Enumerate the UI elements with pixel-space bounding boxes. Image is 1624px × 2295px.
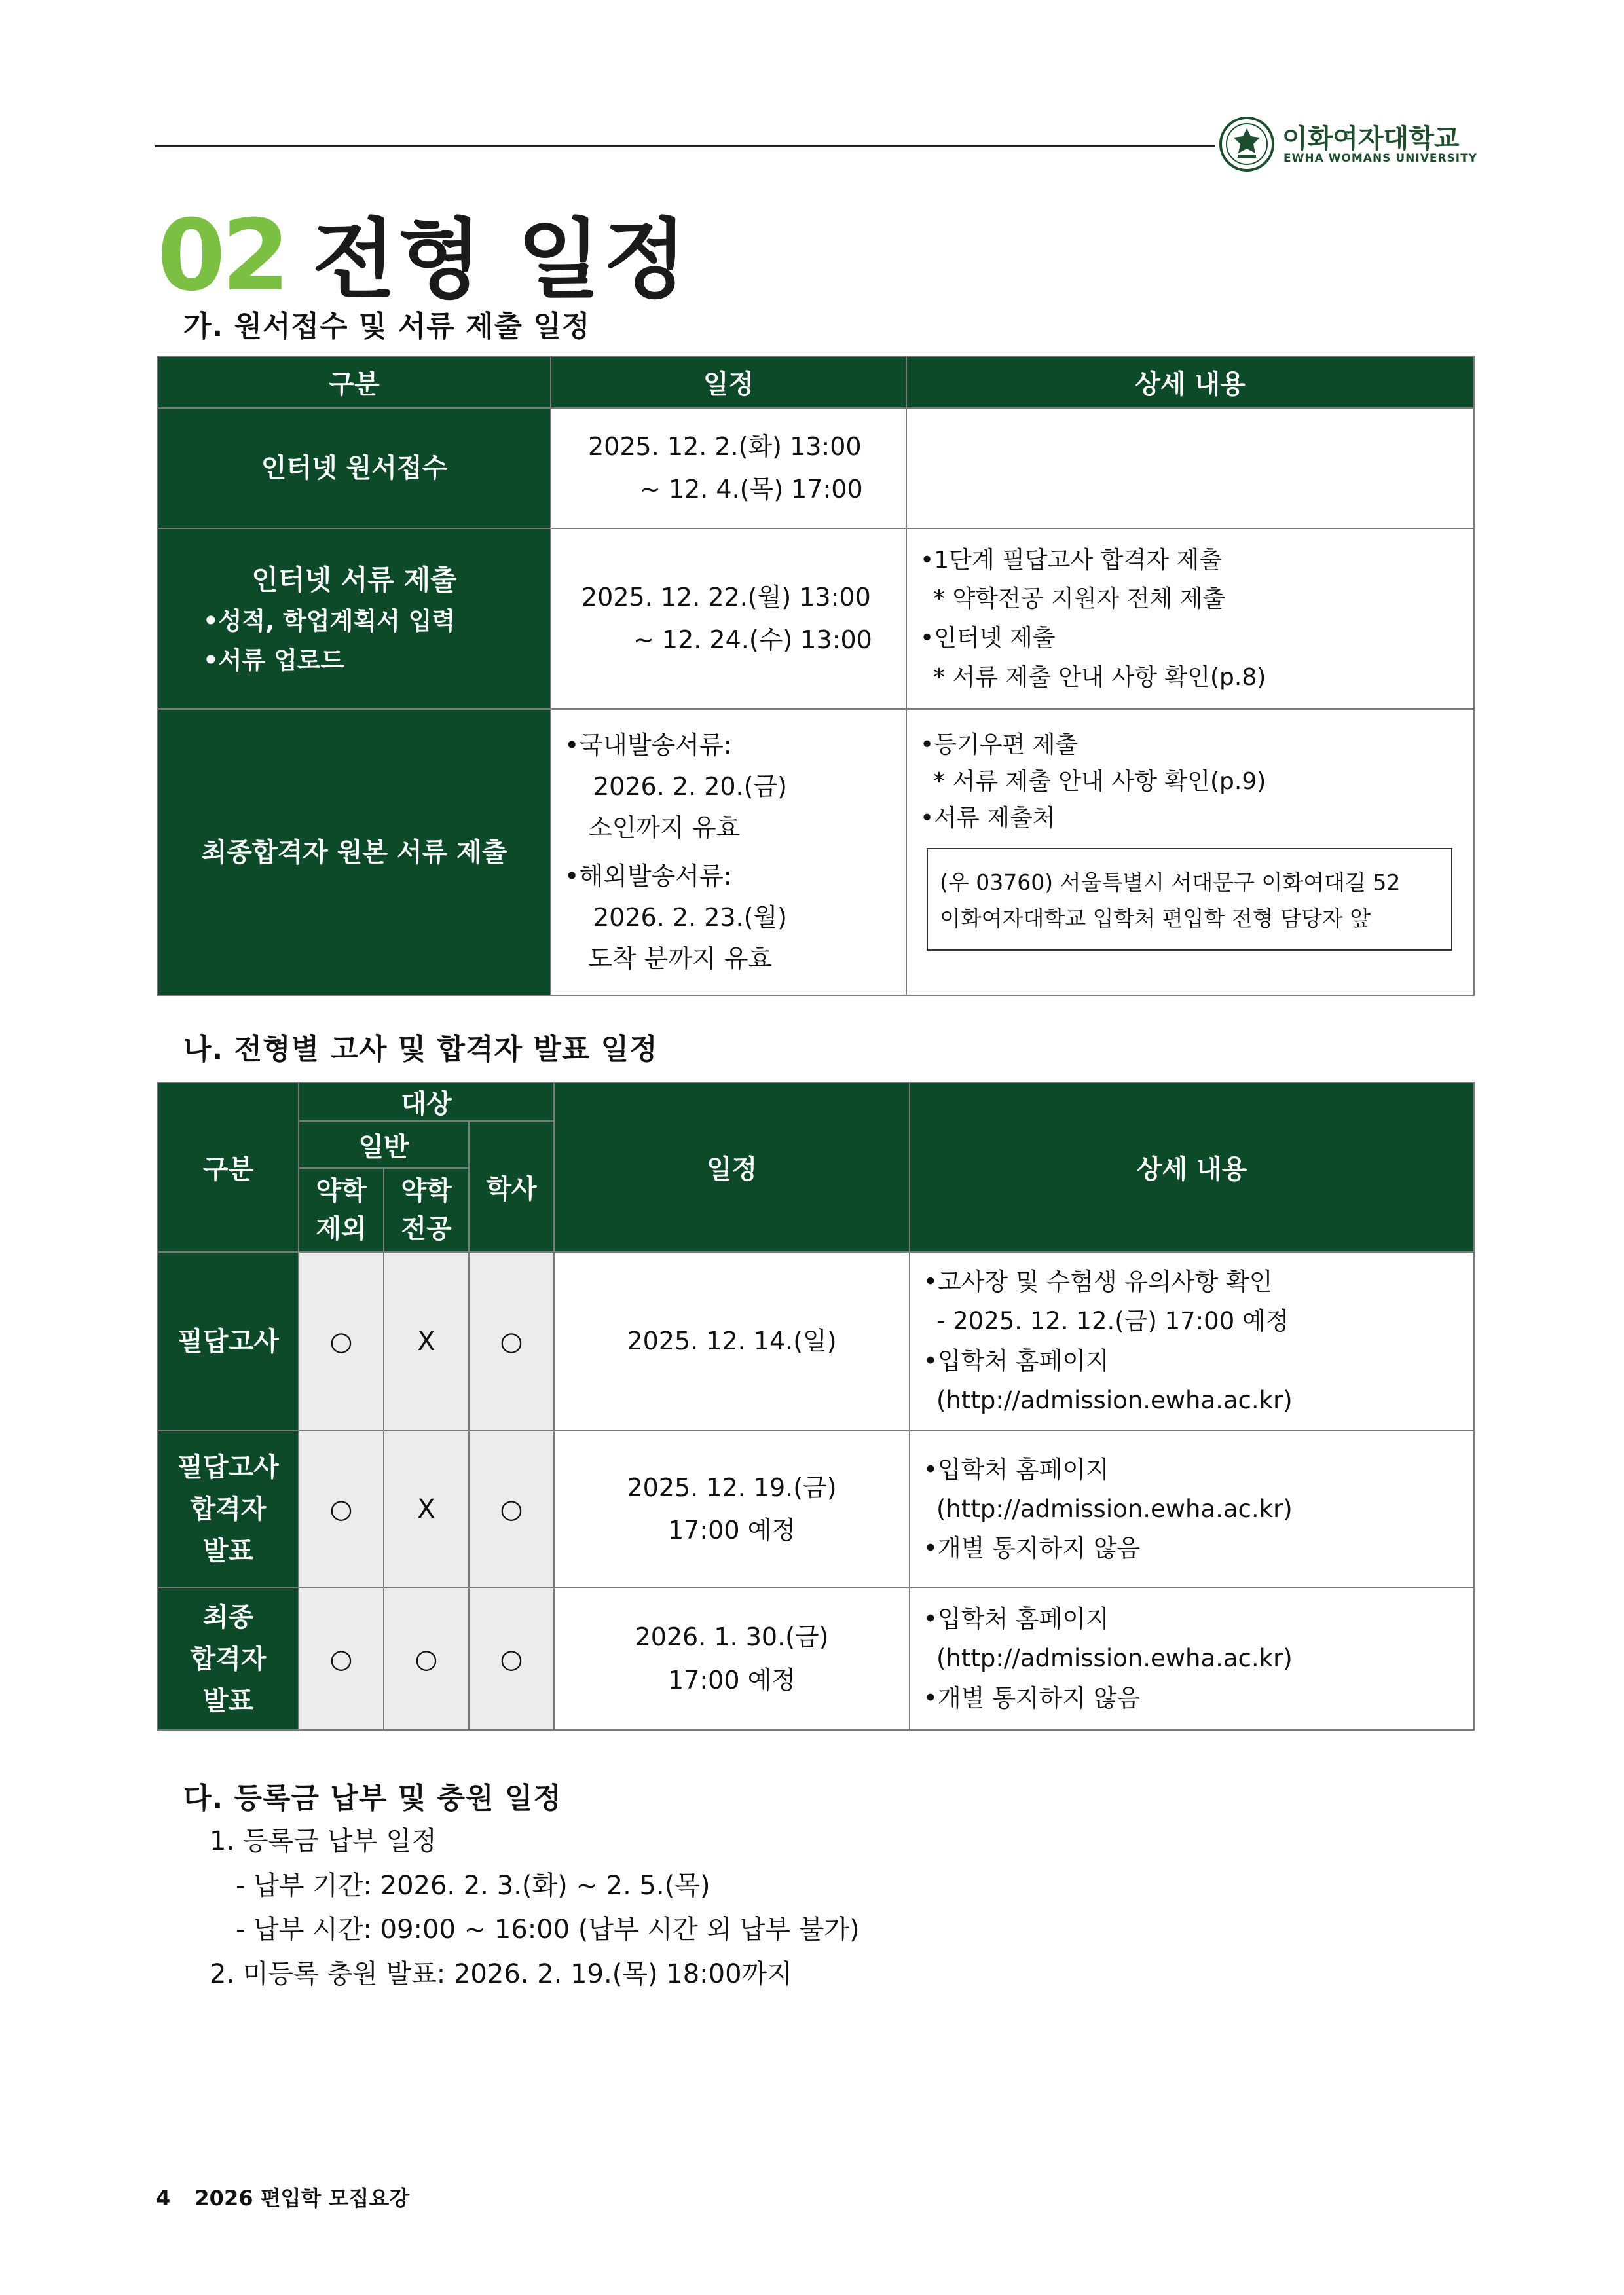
detail-line: (http://admission.ewha.ac.kr) [936, 1386, 1293, 1414]
row-sub-item: •성적, 학업계획서 입력 [203, 607, 456, 636]
mark-cell: ○ [469, 1252, 554, 1431]
details-cell [910, 1431, 1474, 1588]
schedule-line: 2025. 12. 19.(금) [627, 1473, 837, 1502]
detail-line: * 서류 제출 안내 사항 확인(p.9) [933, 767, 1266, 795]
table-header-row [158, 1082, 1474, 1121]
table-row [158, 709, 1474, 995]
part-a-heading: 가. 원서접수 및 서류 제출 일정 [183, 310, 591, 343]
address-line: 이화여자대학교 입학처 편입학 전형 담당자 앞 [940, 905, 1371, 931]
section-number: 02 [157, 199, 286, 313]
col-header-pharm-excluded: 약학 제외 [299, 1168, 384, 1252]
schedule-cell [551, 528, 906, 709]
mark-cell: ○ [299, 1252, 384, 1431]
table-row [158, 1252, 1474, 1431]
university-seal-icon [1219, 117, 1274, 172]
page-footer [156, 2182, 409, 2212]
row-label: 인터넷 서류 제출 [251, 564, 457, 597]
mark-cell: ○ [384, 1588, 469, 1730]
address-line: (우 03760) 서울특별시 서대문구 이화여대길 52 [940, 870, 1401, 896]
col-header-target: 대상 [299, 1082, 554, 1121]
detail-line: •서류 제출처 [920, 804, 1056, 832]
table-row [158, 1588, 1474, 1730]
schedule-line: 2026. 2. 20.(금) [593, 772, 787, 801]
schedule-cell [551, 709, 906, 995]
table-header-row [158, 356, 1474, 408]
page-number: 4 [156, 2186, 171, 2211]
row-label: 최종합격자 원본 서류 제출 [158, 709, 551, 995]
address-box [927, 848, 1452, 951]
text-line: 1. 등록금 납부 일정 [210, 1826, 437, 1856]
section-title-text: 전형 일정 [312, 210, 690, 310]
schedule-line: ~ 12. 4.(목) 17:00 [640, 475, 863, 504]
detail-line: (http://admission.ewha.ac.kr) [936, 1494, 1293, 1523]
col-header-schedule: 일정 [551, 356, 906, 408]
university-logo [1219, 117, 1478, 173]
details-cell [910, 1588, 1474, 1730]
detail-line: * 서류 제출 안내 사항 확인(p.8) [933, 663, 1266, 691]
schedule-line: 2025. 12. 22.(월) 13:00 [581, 582, 871, 612]
schedule-line: 2026. 1. 30.(금) [635, 1623, 829, 1652]
detail-line: * 약학전공 지원자 전체 제출 [933, 585, 1226, 613]
schedule-line: 2025. 12. 14.(일) [627, 1326, 837, 1355]
part-b-table [157, 1082, 1475, 1731]
schedule-line: •국내발송서류: [564, 731, 732, 760]
detail-line: •입학처 홈페이지 [923, 1605, 1109, 1634]
detail-line: - 2025. 12. 12.(금) 17:00 예정 [936, 1307, 1289, 1336]
schedule-line: 도착 분까지 유효 [588, 944, 773, 973]
schedule-cell [554, 1588, 910, 1730]
schedule-line: 17:00 예정 [668, 1516, 796, 1545]
detail-line: •고사장 및 수험생 유의사항 확인 [923, 1267, 1273, 1296]
table-row [158, 408, 1474, 528]
schedule-line: 2026. 2. 23.(월) [593, 902, 787, 932]
schedule-cell [554, 1431, 910, 1588]
col-header-pharm-major: 약학 전공 [384, 1168, 469, 1252]
schedule-line: 17:00 예정 [668, 1665, 796, 1695]
row-label-cell [158, 528, 551, 709]
part-a-table [157, 356, 1475, 996]
mark-cell: ○ [299, 1431, 384, 1588]
mark-cell: X [384, 1252, 469, 1431]
col-header-details: 상세 내용 [910, 1082, 1474, 1252]
document-title: 2026 편입학 모집요강 [194, 2186, 410, 2211]
detail-line: •개별 통지하지 않음 [923, 1683, 1141, 1712]
col-header-details: 상세 내용 [906, 356, 1474, 408]
schedule-line: ~ 12. 24.(수) 13:00 [633, 625, 872, 654]
detail-line: •개별 통지하지 않음 [923, 1534, 1141, 1563]
detail-line: •인터넷 제출 [920, 625, 1056, 652]
detail-line: •1단계 필답고사 합격자 제출 [920, 546, 1223, 574]
section-title [157, 190, 690, 313]
details-cell [910, 1252, 1474, 1431]
mark-cell: X [384, 1431, 469, 1588]
detail-line: (http://admission.ewha.ac.kr) [936, 1644, 1293, 1673]
row-label: 필답고사 합격자 발표 [158, 1431, 299, 1588]
header-rule [155, 145, 1215, 147]
part-c-heading: 다. 등록금 납부 및 충원 일정 [183, 1782, 562, 1815]
schedule-line: 2025. 12. 2.(화) 13:00 [588, 431, 862, 461]
logo-subtitle: EWHA WOMANS UNIVERSITY [1283, 152, 1478, 165]
mark-cell: ○ [299, 1588, 384, 1730]
text-line: 2. 미등록 충원 발표: 2026. 2. 19.(목) 18:00까지 [210, 1959, 792, 1989]
schedule-cell [554, 1252, 910, 1431]
col-header-bachelor: 학사 [469, 1121, 554, 1252]
col-header-category: 구분 [158, 356, 551, 408]
row-label: 최종 합격자 발표 [158, 1588, 299, 1730]
row-label: 필답고사 [158, 1252, 299, 1431]
schedule-line: 소인까지 유효 [588, 813, 741, 843]
detail-line: •등기우편 제출 [920, 731, 1079, 758]
mark-cell: ○ [469, 1431, 554, 1588]
row-sub-item: •서류 업로드 [203, 646, 344, 674]
col-header-category: 구분 [158, 1082, 299, 1252]
col-header-schedule: 일정 [554, 1082, 910, 1252]
details-cell [906, 528, 1474, 709]
detail-line: •입학처 홈페이지 [923, 1346, 1109, 1375]
text-line: - 납부 시간: 09:00 ~ 16:00 (납부 시간 외 납부 불가) [236, 1915, 860, 1945]
table-row [158, 528, 1474, 709]
schedule-line: •해외발송서류: [564, 861, 732, 890]
col-header-general: 일반 [299, 1121, 469, 1168]
details-cell [906, 709, 1474, 995]
part-b-heading: 나. 전형별 고사 및 합격자 발표 일정 [183, 1033, 658, 1066]
table-row [158, 1431, 1474, 1588]
mark-cell: ○ [469, 1588, 554, 1730]
schedule-cell [551, 408, 906, 528]
row-label: 인터넷 원서접수 [158, 408, 551, 528]
logo-name: 이화여자대학교 [1282, 124, 1460, 154]
text-line: - 납부 기간: 2026. 2. 3.(화) ~ 2. 5.(목) [236, 1871, 710, 1901]
detail-line: •입학처 홈페이지 [923, 1455, 1109, 1484]
details-cell-empty [906, 408, 1474, 528]
